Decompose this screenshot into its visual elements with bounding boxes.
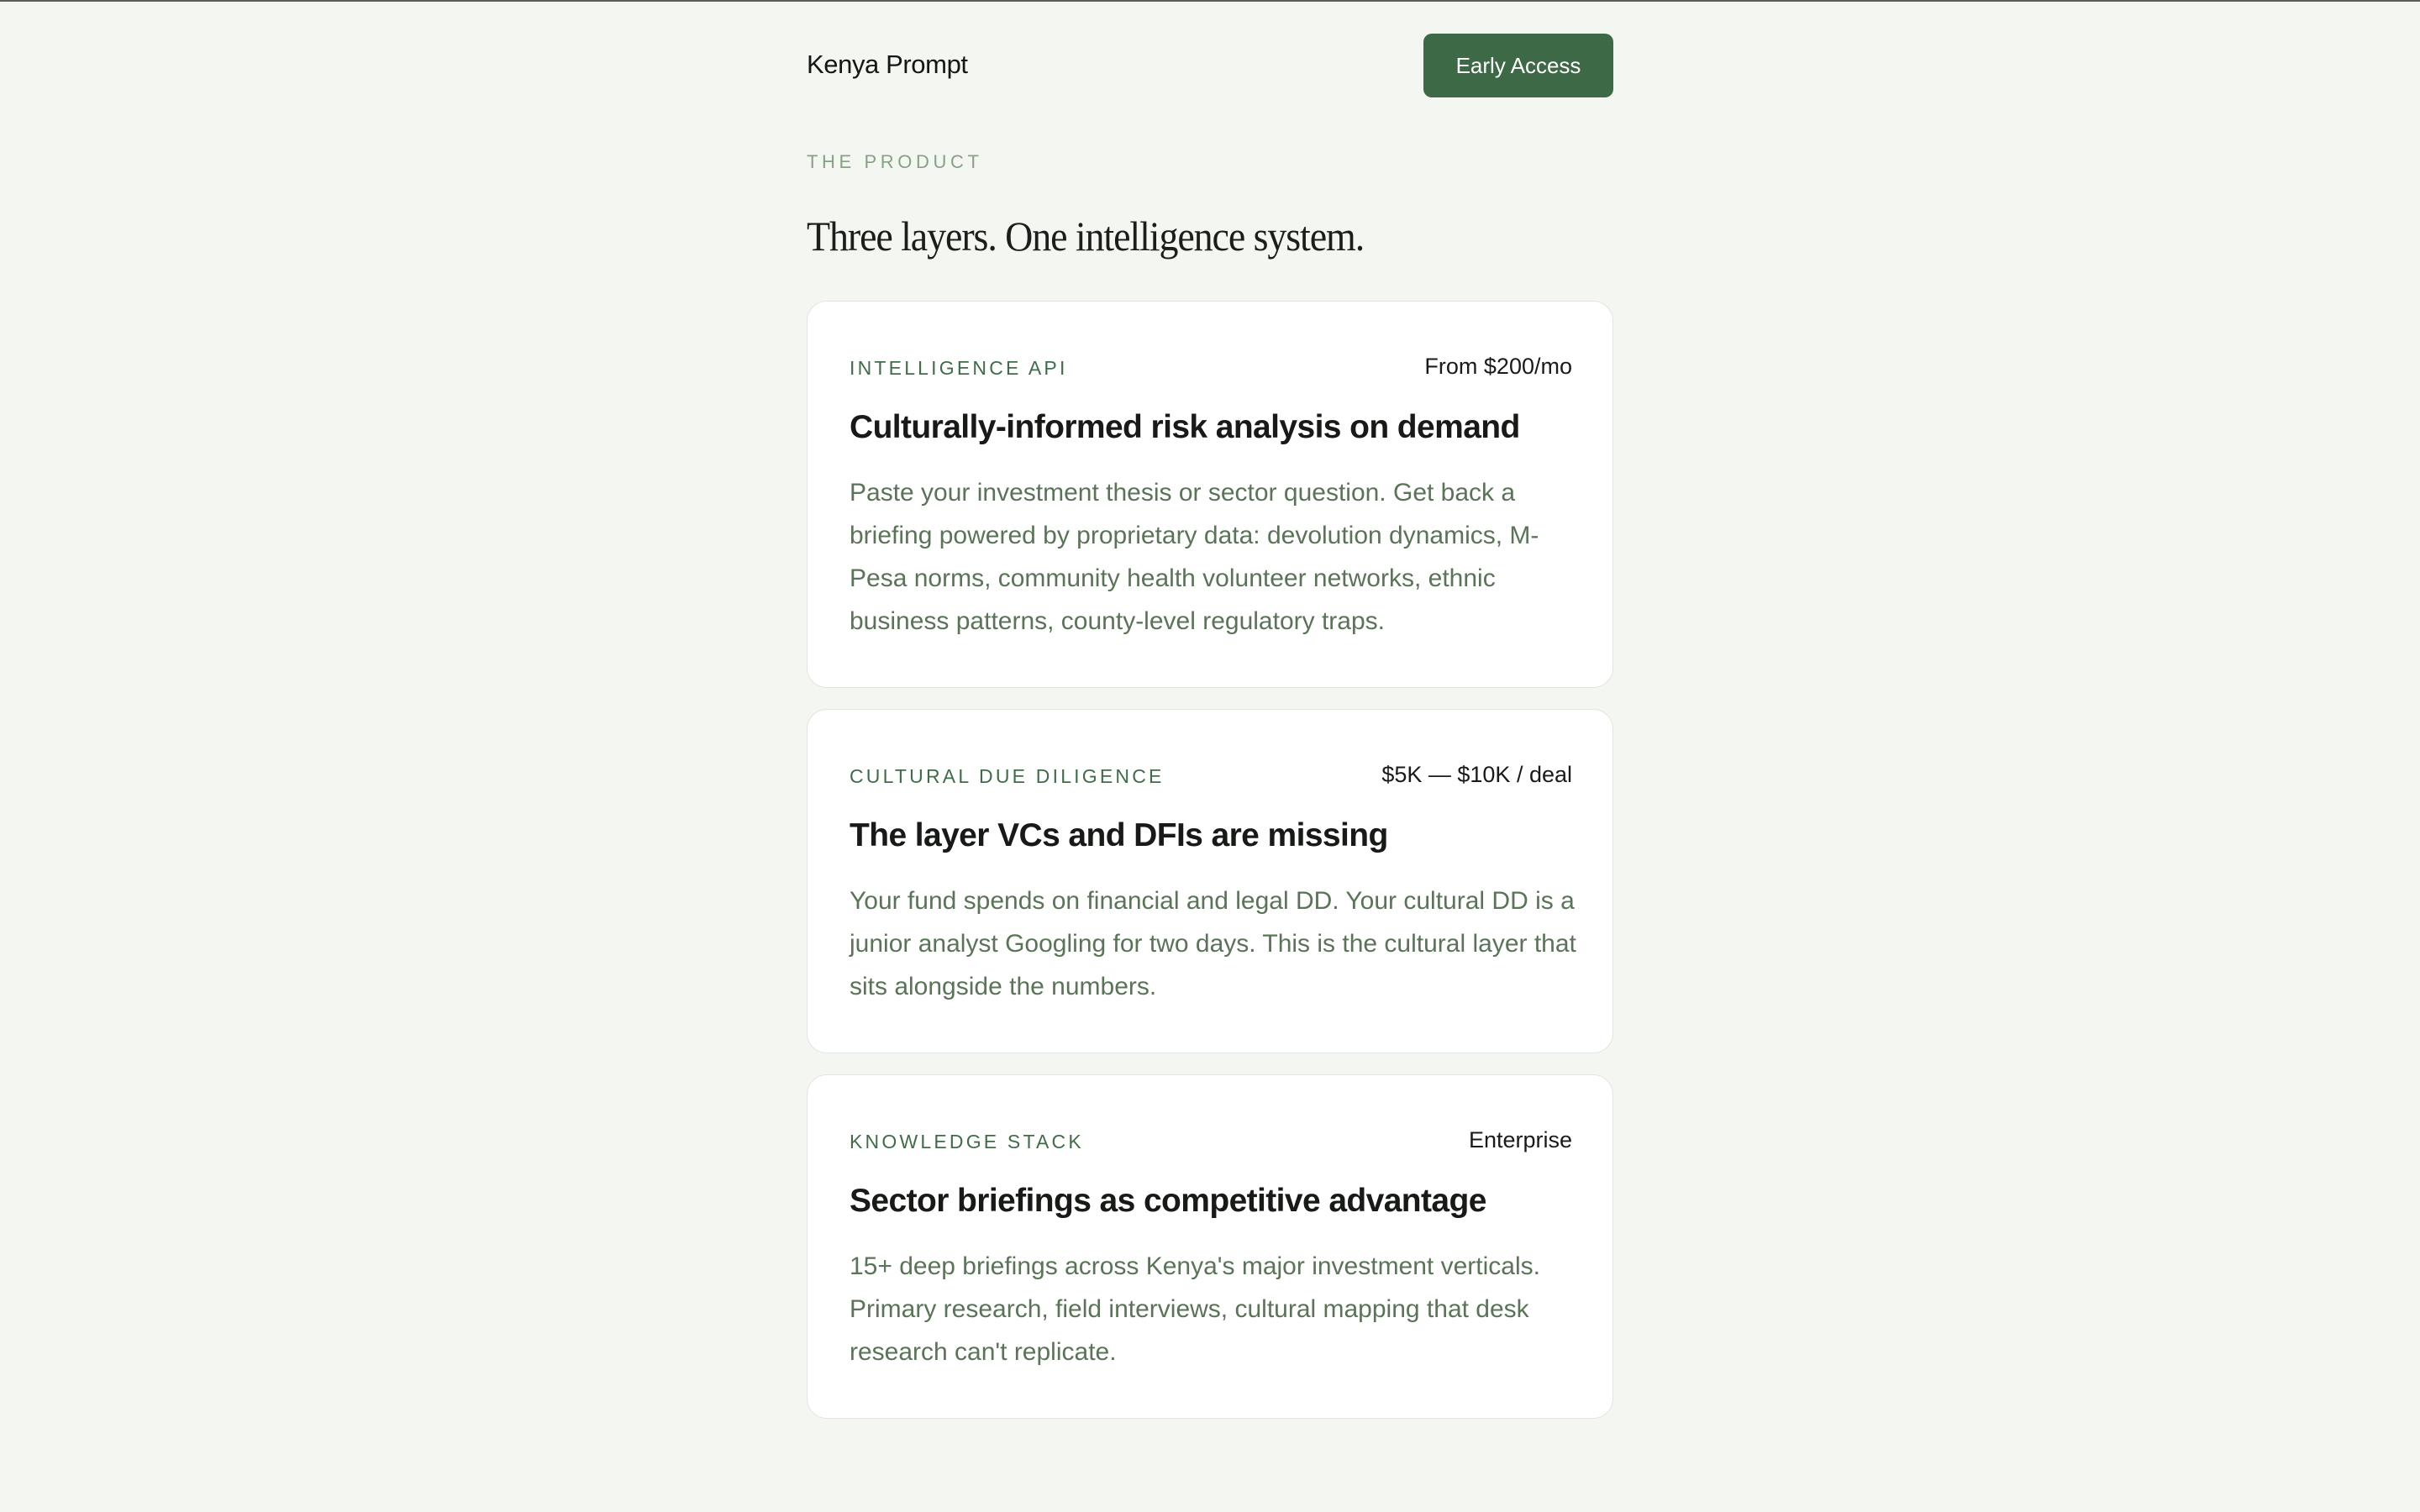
product-card-intelligence-api bbox=[807, 301, 1613, 688]
card-tag: INTELLIGENCE API bbox=[850, 357, 1068, 379]
card-price: From $200/mo bbox=[1424, 354, 1572, 379]
card-description: 15+ deep briefings across Kenya's major investment verticals. Primary research, field interviews, cultural mapping that desk research can't replicate. bbox=[850, 1252, 1540, 1366]
card-price: $5K — $10K / deal bbox=[1381, 762, 1572, 787]
top-nav bbox=[807, 34, 1613, 99]
early-access-button[interactable]: Early Access bbox=[1423, 34, 1613, 97]
card-tag: CULTURAL DUE DILIGENCE bbox=[850, 765, 1165, 787]
brand-logo[interactable]: Kenya Prompt bbox=[807, 50, 968, 79]
product-card-knowledge-stack bbox=[807, 1074, 1613, 1419]
card-description: Your fund spends on financial and legal DD. Your cultural DD is a junior analyst Googling for two days. This is the cultural layer that sits alongside the numbers. bbox=[850, 887, 1576, 1000]
product-card-cultural-due-diligence bbox=[807, 709, 1613, 1053]
card-heading: Culturally-informed risk analysis on demand bbox=[850, 409, 1520, 445]
card-tag: KNOWLEDGE STACK bbox=[850, 1131, 1084, 1152]
card-heading: Sector briefings as competitive advantage bbox=[850, 1183, 1486, 1219]
card-price: Enterprise bbox=[1468, 1127, 1572, 1152]
section-eyebrow: THE PRODUCT bbox=[807, 151, 983, 172]
section-title: Three layers. One intelligence system. bbox=[807, 213, 1365, 260]
card-description: Paste your investment thesis or sector question. Get back a briefing powered by proprietary data: devolution dynamics, M-Pesa norms, community health volunteer networks, ethnic business patterns, county-level regulatory traps. bbox=[850, 479, 1539, 635]
card-heading: The layer VCs and DFIs are missing bbox=[850, 817, 1388, 853]
